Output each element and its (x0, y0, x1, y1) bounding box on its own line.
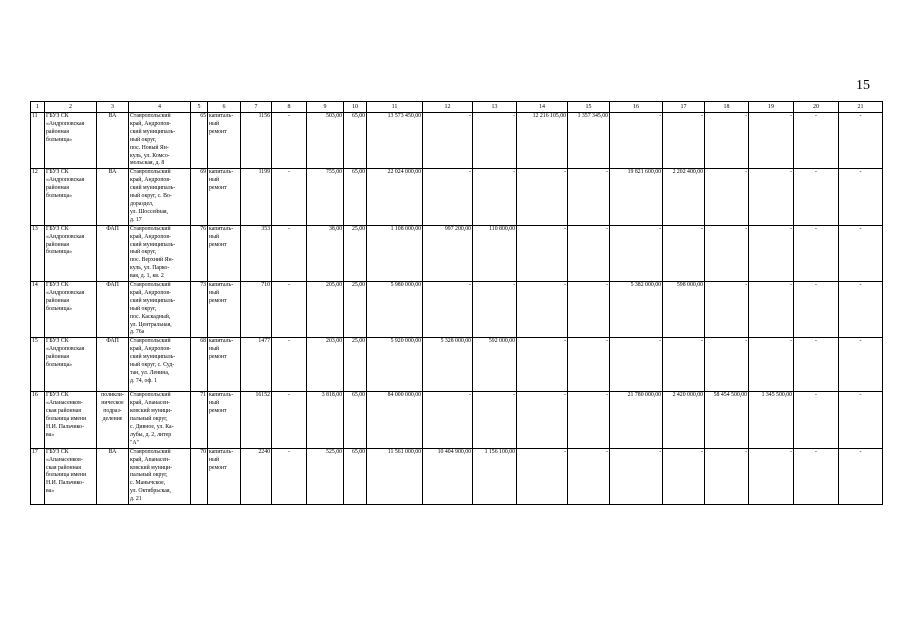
table-cell: - (473, 392, 517, 448)
table-cell: Ставропольский край, Андропов- ский муниципаль- ный округ, пос. Каскадный, ул. Центральная, д. 76а (129, 282, 191, 338)
table-row (31, 169, 883, 225)
table-cell: Ставропольский край, Андропов- ский муниципаль- ный округ, с. Во- дораздел, ул. Шоссейная, д. 17 (129, 169, 191, 225)
table-cell: - (272, 392, 307, 448)
table-cell: 710 (241, 282, 272, 338)
table-cell: - (839, 448, 883, 504)
table-cell: - (705, 113, 749, 169)
table-cell: - (272, 225, 307, 281)
table-cell: - (272, 282, 307, 338)
header-cell: 5 (191, 102, 208, 113)
table-cell: 16152 (241, 392, 272, 448)
table-cell: - (794, 282, 839, 338)
table-cell: - (794, 338, 839, 392)
table-cell: ГБУЗ СК «Андроповская районная больница» (45, 225, 97, 281)
table-cell: 76 (191, 225, 208, 281)
table-cell: 1 156 100,00 (473, 448, 517, 504)
table-cell: 592 000,00 (473, 338, 517, 392)
table-cell: 84 000 000,00 (367, 392, 423, 448)
table-row (31, 448, 883, 504)
table-cell: капиталь- ный ремонт (208, 113, 241, 169)
table-cell: 5 382 000,00 (610, 282, 663, 338)
table-cell: - (705, 282, 749, 338)
table-cell: 203,00 (307, 338, 344, 392)
table-cell: - (705, 169, 749, 225)
table-cell: 598 000,00 (663, 282, 705, 338)
table-cell: ГБУЗ СК «Андроповская районная больница» (45, 338, 97, 392)
table-cell: ГБУЗ СК «Апанасенков- ская районная больница имени Н.И. Пальчико- ва» (45, 392, 97, 448)
header-cell: 21 (839, 102, 883, 113)
table-cell: 25,00 (344, 225, 367, 281)
table-cell: 21 780 000,00 (610, 392, 663, 448)
table-cell: - (794, 392, 839, 448)
table-row (31, 282, 883, 338)
header-cell: 8 (272, 102, 307, 113)
table-cell: ВА (97, 169, 129, 225)
table-cell: - (839, 282, 883, 338)
table-cell: 65,00 (344, 169, 367, 225)
table-cell: 5 920 000,00 (367, 338, 423, 392)
table-cell: 503,00 (307, 113, 344, 169)
table-cell: 68 (191, 338, 208, 392)
header-cell: 16 (610, 102, 663, 113)
table-cell: 353 (241, 225, 272, 281)
header-row (31, 102, 883, 113)
table-cell: - (705, 338, 749, 392)
table-row (31, 392, 883, 448)
table-cell: 5 328 000,00 (423, 338, 473, 392)
table-cell: 1477 (241, 338, 272, 392)
header-cell: 18 (705, 102, 749, 113)
header-cell: 14 (517, 102, 568, 113)
table-cell: 22 024 000,00 (367, 169, 423, 225)
table-cell: 1156 (241, 113, 272, 169)
header-cell: 13 (473, 102, 517, 113)
table-cell: ГБУЗ СК «Андроповская районная больница» (45, 169, 97, 225)
table-cell: 1 345 500,00 (749, 392, 794, 448)
header-cell: 1 (31, 102, 45, 113)
header-cell: 9 (307, 102, 344, 113)
table-row (31, 338, 883, 392)
header-cell: 4 (129, 102, 191, 113)
table-cell: - (272, 338, 307, 392)
table-cell: капиталь- ный ремонт (208, 448, 241, 504)
table-cell: - (568, 282, 610, 338)
table-cell: - (610, 225, 663, 281)
table-cell: 12 216 105,00 (517, 113, 568, 169)
table-cell: 65 (191, 113, 208, 169)
table-cell: - (610, 113, 663, 169)
table-cell: 16 (31, 392, 45, 448)
table-cell: - (663, 338, 705, 392)
table-cell: 15 (31, 338, 45, 392)
header-cell: 3 (97, 102, 129, 113)
table-cell: 1 357 345,00 (568, 113, 610, 169)
table-cell: 13 573 450,00 (367, 113, 423, 169)
table-cell: - (749, 282, 794, 338)
table-cell: капиталь- ный ремонт (208, 282, 241, 338)
table-cell: ФАП (97, 338, 129, 392)
table-cell: капиталь- ный ремонт (208, 392, 241, 448)
table-cell: - (423, 282, 473, 338)
table-cell: - (663, 113, 705, 169)
header-cell: 10 (344, 102, 367, 113)
table-cell: 25,00 (344, 282, 367, 338)
table-cell: 2 202 400,00 (663, 169, 705, 225)
table-cell: ВА (97, 113, 129, 169)
table-cell: - (423, 113, 473, 169)
table-cell: ФАП (97, 225, 129, 281)
table-cell: - (794, 225, 839, 281)
table-cell: ГБУЗ СК «Андроповская районная больница» (45, 113, 97, 169)
table-cell: поликли- ническое подраз- деление (97, 392, 129, 448)
header-cell: 20 (794, 102, 839, 113)
table-cell: капиталь- ный ремонт (208, 225, 241, 281)
table-cell: - (663, 448, 705, 504)
table-cell: 12 (31, 169, 45, 225)
table-cell: 205,00 (307, 282, 344, 338)
table-cell: 525,00 (307, 448, 344, 504)
table-cell: - (423, 169, 473, 225)
table-cell: - (839, 392, 883, 448)
table-cell: 69 (191, 169, 208, 225)
table-cell: - (749, 338, 794, 392)
table-cell: - (568, 392, 610, 448)
table-cell: - (517, 169, 568, 225)
header-cell: 6 (208, 102, 241, 113)
table-cell: - (473, 282, 517, 338)
table-cell: - (705, 448, 749, 504)
table-cell: - (517, 448, 568, 504)
table-cell: - (663, 225, 705, 281)
table-cell: Ставропольский край, Андропов- ский муниципаль- ный округ, пос. Новый Ян- куль, ул. Комсо- мольская, д. 8 (129, 113, 191, 169)
table-cell: - (568, 225, 610, 281)
table-cell: - (473, 169, 517, 225)
table-cell: 755,00 (307, 169, 344, 225)
table-cell: 11 (31, 113, 45, 169)
table-cell: 58 454 500,00 (705, 392, 749, 448)
table-cell: - (839, 113, 883, 169)
table-cell: ГБУЗ СК «Апанасенков- ская районная больница имени Н.И. Пальчико- ва» (45, 448, 97, 504)
header-cell: 15 (568, 102, 610, 113)
table-cell: - (705, 225, 749, 281)
table-cell: 3 818,00 (307, 392, 344, 448)
table-cell: - (568, 169, 610, 225)
table-cell: - (517, 338, 568, 392)
table-cell: капиталь- ный ремонт (208, 338, 241, 392)
table-cell: 14 (31, 282, 45, 338)
page-number: 15 (856, 78, 870, 93)
table-cell: капиталь- ный ремонт (208, 169, 241, 225)
header-cell: 11 (367, 102, 423, 113)
table-cell: Ставропольский край, Апанасен- ковский муници- пальный округ, с. Дивное, ул. Ка- лубы, д. 2, литер "А" (129, 392, 191, 448)
table-cell: - (749, 169, 794, 225)
table-cell: 71 (191, 392, 208, 448)
table-cell: 19 821 600,00 (610, 169, 663, 225)
table-row (31, 113, 883, 169)
table-cell: - (839, 338, 883, 392)
table-cell: 13 (31, 225, 45, 281)
table-cell: - (839, 225, 883, 281)
header-cell: 17 (663, 102, 705, 113)
table-cell: ФАП (97, 282, 129, 338)
table-cell: - (749, 448, 794, 504)
table-cell: 65,00 (344, 448, 367, 504)
table-cell: 17 (31, 448, 45, 504)
table-cell: 73 (191, 282, 208, 338)
table-cell: - (517, 225, 568, 281)
table-cell: Ставропольский край, Андропов- ский муниципаль- ный округ, с. Суд- тан, ул. Ленина, д. 74, оф. 1 (129, 338, 191, 392)
table-cell: - (568, 448, 610, 504)
table-cell: 110 800,00 (473, 225, 517, 281)
table-cell: 11 561 000,00 (367, 448, 423, 504)
table-cell: 2240 (241, 448, 272, 504)
table-cell: - (568, 338, 610, 392)
table-cell: 997 200,00 (423, 225, 473, 281)
table-cell: 5 980 000,00 (367, 282, 423, 338)
header-cell: 12 (423, 102, 473, 113)
table-cell: - (794, 448, 839, 504)
table-cell: Ставропольский край, Андропов- ский муниципаль- ный округ, пос. Верхний Ян- куль, ул. Парко- вая, д. 1, кв. 2 (129, 225, 191, 281)
table-cell: - (749, 113, 794, 169)
table-cell: 25,00 (344, 338, 367, 392)
table-cell: 1199 (241, 169, 272, 225)
table-cell: - (610, 338, 663, 392)
table-cell: - (423, 392, 473, 448)
table-cell: - (794, 169, 839, 225)
table-cell: - (473, 113, 517, 169)
table-cell: - (517, 392, 568, 448)
table-cell: 38,00 (307, 225, 344, 281)
table-cell: - (517, 282, 568, 338)
table-cell: 2 420 000,00 (663, 392, 705, 448)
table-cell: 65,00 (344, 392, 367, 448)
table-cell: - (610, 448, 663, 504)
table-cell: Ставропольский край, Апанасен- ковский муници- пальный округ, с. Манычское, ул. Октябрьская, д. 21 (129, 448, 191, 504)
table-row (31, 225, 883, 281)
table-cell: - (272, 448, 307, 504)
table-cell: - (272, 169, 307, 225)
table-cell: ГБУЗ СК «Андроповская районная больница» (45, 282, 97, 338)
data-table (30, 101, 883, 505)
table-cell: 65,00 (344, 113, 367, 169)
table-cell: ВА (97, 448, 129, 504)
header-cell: 2 (45, 102, 97, 113)
table-cell: - (839, 169, 883, 225)
table-cell: 70 (191, 448, 208, 504)
table-cell: - (272, 113, 307, 169)
table-cell: - (749, 225, 794, 281)
table-cell: 10 404 900,00 (423, 448, 473, 504)
header-cell: 7 (241, 102, 272, 113)
table-cell: 1 108 000,00 (367, 225, 423, 281)
header-cell: 19 (749, 102, 794, 113)
table-cell: - (794, 113, 839, 169)
